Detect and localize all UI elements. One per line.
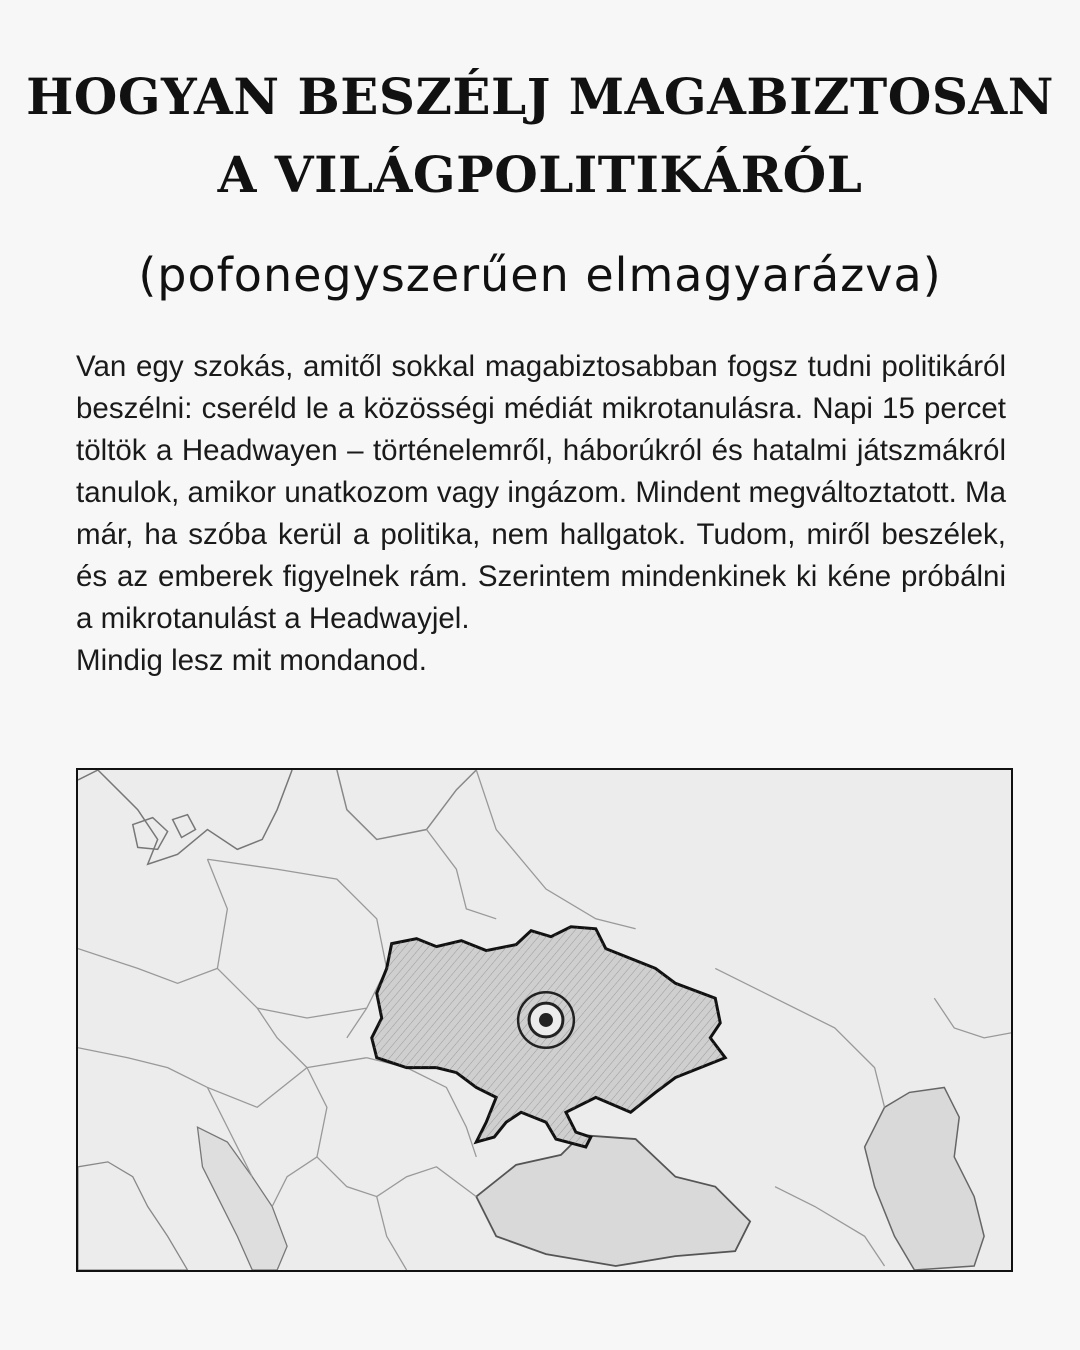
title-line-2: A VILÁGPOLITIKÁRÓL xyxy=(217,145,863,204)
body-paragraph: Van egy szokás, amitől sokkal magabiztosabban fogsz tudni politikáról beszélni: cseréld le a közösségi médiát mikrotanulásra. Napi 15 percet töltök a Headwayen – történelemről, háborúkról és hatalmi játszmákról tanulok, amikor unatkozom vagy ingázom. Mindent megváltoztatott. Ma már, ha szóba kerül a politika, nem hallgatok. Tudom, miről beszélek, és az emberek figyelnek rám. Szerintem mindenkinek ki kéne próbálni a mikrotanulást a Headwayjel. xyxy=(76,350,1006,635)
title-line-1: HOGYAN BESZÉLJ MAGABIZTOSAN xyxy=(26,67,1054,126)
body-text xyxy=(76,346,1006,682)
body-last-line: Mindig lesz mit mondanod. xyxy=(76,644,427,677)
map-illustration xyxy=(76,768,1013,1272)
page-title xyxy=(0,58,1080,214)
europe-map-sketch xyxy=(78,770,1011,1270)
subtitle: (pofonegyszerűen elmagyarázva) xyxy=(138,248,942,302)
